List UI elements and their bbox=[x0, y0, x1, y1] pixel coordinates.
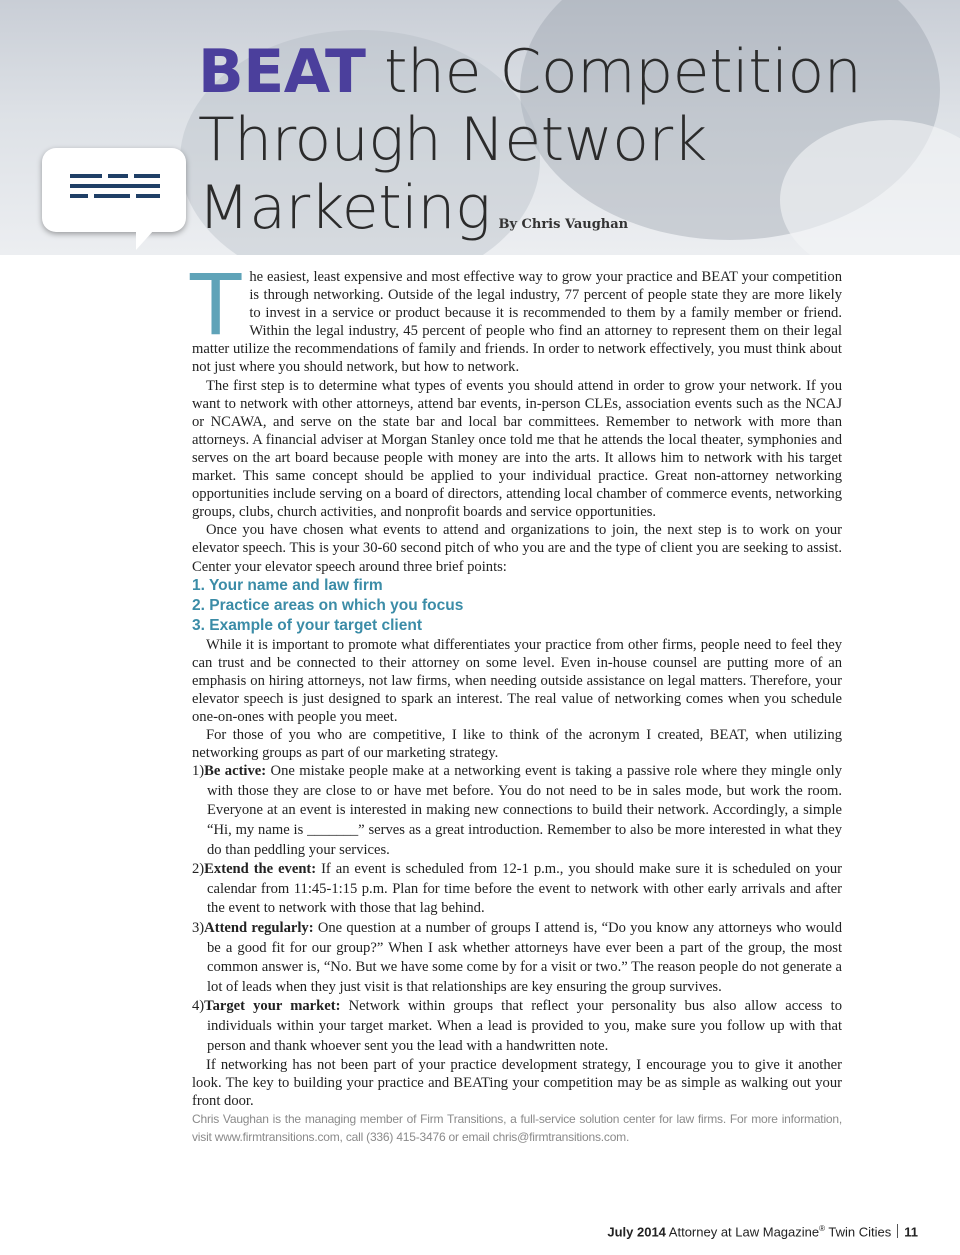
article-title bbox=[198, 38, 861, 259]
title-beat: BEAT bbox=[198, 37, 366, 107]
list-item: 3)Attend regularly: One question at a number of groups I attend is, “Do you know any attorneys who would be a good fit for our group?” When I ask whether attorneys have ever been a part of the group, the most common answer is, “No. But we have some come by for a visit or two.” The reason people do not generate a lot of leads when they just visit is that relationships are key ensuring the group survives. bbox=[192, 920, 843, 995]
paragraph: The first step is to determine what types of events you should attend in order to grow your network. If you want to network with other attorneys, attend bar events, in-person CLEs, association events such as the NCAJ or NCAWA, and serve on the state bar and local bar committees. Remember to network with more than attorneys. A financial adviser at Morgan Stanley once told me that he attends the local theater, symphonies and serves on the art board because people with money are into the arts. It allows him to network with his target market. This same concept should be applied to your individual practice. Great non-attorney networking opportunities include serving on a board of directors, attending local chamber of commerce events, networking groups, clubs, church activities, and nonprofit boards and service opportunities. bbox=[192, 377, 842, 521]
elevator-points-list bbox=[192, 576, 842, 636]
paragraph: For those of you who are competitive, I like to think of the acronym I created, BEAT, when utilizing networking groups as part of our marketing strategy. bbox=[192, 727, 842, 762]
beat-list bbox=[192, 762, 842, 1056]
list-item: 4)Target your market: Network within groups that reflect your personality bus also allow access to individuals within your target market. When a lead is provided to you, make sure you follow up with that person and thank whoever sent you the lead with a handwritten note. bbox=[192, 998, 842, 1054]
drop-cap: T bbox=[190, 256, 242, 354]
article-body bbox=[190, 256, 843, 1146]
paragraph: Once you have chosen what events to attend and organizations to join, the next step is to work on your elevator speech. This is your 30-60 second pitch of who you are and the type of client you are seeking to assist. Center your elevator speech around three brief points: bbox=[192, 522, 842, 575]
footer-magazine: Attorney at Law Magazine bbox=[665, 1224, 820, 1240]
title-line-3: Marketing bbox=[198, 173, 491, 243]
list-item: 3. Example of your target client bbox=[192, 616, 422, 634]
paragraph-intro: The easiest, least expensive and most effective way to grow your practice and BEAT your competition is through networking. Outside of the legal industry, 77 percent of people state they are more likely to invest in a service or product because it is recommended to them by a family member or friend. Within the legal industry, 45 percent of people who find an attorney to represent them on their legal matter utilize the recommendations of family and friends. In order to network effectively, you must think about not just where you should network, but how to network. bbox=[190, 256, 842, 376]
paragraph: While it is important to promote what differentiates your practice from other firms, people need to feel they can trust and be connected to their attorney on some level. Even in-house counsel are putting more of an emphasis on hiring attorneys, not law firms, when needing outside assistance on legal matters. Therefore, your elevator speech is just designed to spark an interest. The real value of networking comes when you schedule one-on-ones with people you meet. bbox=[192, 636, 842, 725]
list-item: 2. Practice areas on which you focus bbox=[192, 596, 464, 614]
page-footer bbox=[607, 1224, 918, 1239]
footer-city: Twin Cities bbox=[825, 1224, 892, 1240]
title-line-2: Through Network bbox=[198, 105, 707, 175]
author-bio: Chris Vaughan is the managing member of Firm Transitions, a full-service solution center for law firms. For more information, visit www.firmtransitions.com, call (336) 415-3476 or email chris@firmtransitions.com. bbox=[192, 1112, 842, 1145]
speech-bubble-icon bbox=[42, 148, 186, 232]
paragraph-closing: If networking has not been part of your practice development strategy, I encourage you to give it another look. The key to building your practice and BEATing your competition may be as simple as walking out your front door. bbox=[192, 1057, 842, 1110]
list-item: 2)Extend the event: If an event is scheduled from 12-1 p.m., you should make sure it is scheduled on your calendar from 11:45-1:15 p.m. Plan for time before the event to network with other early arrivals and after the event to network with those that lag behind. bbox=[192, 861, 842, 917]
list-item: 1. Your name and law firm bbox=[192, 576, 383, 594]
title-line-1: the Competition bbox=[365, 37, 862, 107]
footer-registered-mark: ® bbox=[819, 1224, 826, 1233]
page-number: 11 bbox=[904, 1224, 918, 1240]
list-item: 1)Be active: One mistake people make at a networking event is taking a passive role where they mingle only with those they are close to or have met before. You do not need to be in sales mode, but work the room. Everyone at an event is interested in making new connections to build their network. Accordingly, a simple “Hi, my name is _______” serves as a great introduction. Remember to also be more interested in what they do than peddling your services. bbox=[192, 763, 842, 858]
footer-date: July 2014 bbox=[607, 1224, 666, 1240]
byline: By Chris Vaughan bbox=[498, 217, 629, 232]
